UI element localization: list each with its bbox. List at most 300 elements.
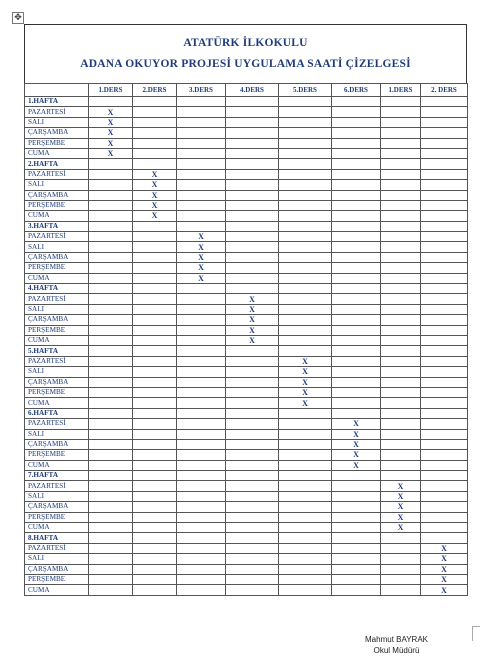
empty-cell — [332, 554, 381, 564]
empty-cell — [279, 263, 332, 273]
empty-cell — [421, 263, 468, 273]
empty-cell — [89, 398, 133, 408]
empty-cell — [279, 117, 332, 127]
lesson-mark: X — [107, 107, 114, 117]
day-row — [25, 304, 468, 314]
day-row — [25, 252, 468, 262]
day-row — [25, 190, 468, 200]
empty-cell — [177, 512, 226, 522]
lesson-mark-cell — [279, 387, 332, 397]
day-label: SALI — [25, 117, 89, 127]
empty-cell — [332, 564, 381, 574]
empty-cell — [226, 159, 279, 169]
empty-cell — [279, 97, 332, 107]
empty-cell — [381, 242, 421, 252]
lesson-mark: X — [353, 429, 359, 439]
lesson-mark: X — [397, 481, 404, 491]
empty-cell — [421, 138, 468, 148]
day-label: SALI — [25, 242, 89, 252]
lesson-mark-cell — [89, 148, 133, 158]
lesson-mark-cell — [226, 335, 279, 345]
empty-cell — [177, 148, 226, 158]
lesson-mark: X — [107, 138, 114, 148]
empty-cell — [381, 335, 421, 345]
table-move-handle[interactable]: ✥ — [12, 12, 24, 24]
empty-cell — [177, 346, 226, 356]
lesson-mark-cell — [421, 585, 468, 595]
empty-cell — [177, 335, 226, 345]
empty-cell — [89, 346, 133, 356]
day-row — [25, 367, 468, 377]
day-label: CUMA — [25, 460, 89, 470]
empty-cell — [226, 190, 279, 200]
empty-cell — [89, 554, 133, 564]
empty-cell — [421, 252, 468, 262]
empty-cell — [332, 346, 381, 356]
empty-cell — [89, 315, 133, 325]
empty-cell — [332, 315, 381, 325]
empty-cell — [332, 117, 381, 127]
empty-cell — [381, 284, 421, 294]
empty-cell — [381, 148, 421, 158]
schedule-table — [24, 83, 468, 596]
empty-cell — [381, 180, 421, 190]
empty-cell — [381, 387, 421, 397]
lesson-mark-cell — [279, 377, 332, 387]
lesson-mark-cell — [89, 128, 133, 138]
empty-cell — [421, 221, 468, 231]
day-label: PERŞEMBE — [25, 450, 89, 460]
empty-cell — [421, 346, 468, 356]
day-label: ÇARŞAMBA — [25, 564, 89, 574]
empty-cell — [226, 211, 279, 221]
empty-cell — [332, 252, 381, 262]
empty-cell — [332, 325, 381, 335]
empty-cell — [421, 387, 468, 397]
empty-cell — [279, 169, 332, 179]
day-row — [25, 325, 468, 335]
empty-cell — [226, 200, 279, 210]
day-row — [25, 523, 468, 533]
lesson-mark-cell — [177, 263, 226, 273]
empty-cell — [381, 533, 421, 543]
lesson-mark: X — [441, 554, 447, 564]
empty-cell — [332, 398, 381, 408]
principal-title: Okul Müdürü — [373, 646, 420, 655]
empty-cell — [133, 408, 177, 418]
empty-cell — [226, 180, 279, 190]
empty-cell — [89, 429, 133, 439]
empty-cell — [381, 471, 421, 481]
empty-cell — [332, 377, 381, 387]
lesson-mark: X — [198, 273, 204, 283]
empty-cell — [133, 377, 177, 387]
lesson-mark: X — [151, 190, 158, 200]
empty-cell — [89, 284, 133, 294]
empty-cell — [332, 574, 381, 584]
empty-cell — [421, 533, 468, 543]
week-row — [25, 408, 468, 418]
day-row — [25, 512, 468, 522]
lesson-mark: X — [302, 388, 308, 398]
empty-cell — [332, 169, 381, 179]
empty-cell — [226, 242, 279, 252]
empty-cell — [381, 200, 421, 210]
empty-cell — [421, 211, 468, 221]
empty-cell — [381, 564, 421, 574]
week-label: 7.HAFTA — [25, 471, 89, 481]
empty-cell — [332, 523, 381, 533]
empty-cell — [381, 315, 421, 325]
empty-cell — [133, 232, 177, 242]
empty-cell — [177, 564, 226, 574]
empty-cell — [279, 419, 332, 429]
empty-cell — [381, 138, 421, 148]
schedule-title: ADANA OKUYOR PROJESİ UYGULAMA SAATİ ÇİZELGESİ — [80, 58, 411, 70]
day-label: SALI — [25, 367, 89, 377]
lesson-mark: X — [302, 398, 308, 408]
empty-cell — [279, 554, 332, 564]
empty-cell — [279, 315, 332, 325]
empty-cell — [177, 491, 226, 501]
column-header: 4.DERS — [226, 84, 279, 97]
empty-cell — [89, 450, 133, 460]
day-row — [25, 117, 468, 127]
empty-cell — [177, 315, 226, 325]
day-row — [25, 502, 468, 512]
column-header: 1.DERS — [381, 84, 421, 97]
empty-cell — [133, 439, 177, 449]
empty-cell — [421, 450, 468, 460]
lesson-mark-cell — [279, 356, 332, 366]
lesson-mark: X — [249, 315, 255, 325]
empty-cell — [89, 232, 133, 242]
lesson-mark-cell — [421, 554, 468, 564]
empty-cell — [133, 523, 177, 533]
empty-cell — [177, 408, 226, 418]
empty-cell — [133, 367, 177, 377]
day-row — [25, 273, 468, 283]
empty-cell — [133, 533, 177, 543]
day-label: CUMA — [25, 335, 89, 345]
empty-cell — [89, 335, 133, 345]
empty-cell — [177, 304, 226, 314]
empty-cell — [332, 159, 381, 169]
empty-cell — [279, 107, 332, 117]
lesson-mark-cell — [89, 138, 133, 148]
lesson-mark: X — [397, 523, 404, 533]
lesson-mark: X — [249, 325, 255, 335]
day-label: CUMA — [25, 585, 89, 595]
column-header: 5.DERS — [279, 84, 332, 97]
empty-cell — [332, 263, 381, 273]
empty-cell — [226, 491, 279, 501]
day-row — [25, 377, 468, 387]
empty-cell — [421, 481, 468, 491]
empty-cell — [381, 367, 421, 377]
day-row — [25, 387, 468, 397]
empty-cell — [226, 512, 279, 522]
empty-cell — [133, 117, 177, 127]
empty-cell — [226, 533, 279, 543]
empty-cell — [133, 543, 177, 553]
empty-cell — [279, 232, 332, 242]
empty-cell — [89, 273, 133, 283]
empty-cell — [89, 419, 133, 429]
empty-cell — [381, 543, 421, 553]
empty-cell — [177, 429, 226, 439]
day-row — [25, 585, 468, 595]
empty-cell — [133, 252, 177, 262]
empty-cell — [279, 543, 332, 553]
empty-cell — [177, 169, 226, 179]
empty-cell — [381, 211, 421, 221]
empty-cell — [332, 97, 381, 107]
day-label: SALI — [25, 491, 89, 501]
empty-cell — [133, 356, 177, 366]
empty-cell — [332, 107, 381, 117]
day-label: PERŞEMBE — [25, 200, 89, 210]
empty-cell — [279, 148, 332, 158]
empty-cell — [279, 408, 332, 418]
empty-cell — [381, 429, 421, 439]
day-row — [25, 148, 468, 158]
empty-cell — [89, 180, 133, 190]
empty-cell — [133, 284, 177, 294]
lesson-mark: X — [151, 169, 158, 179]
empty-cell — [133, 574, 177, 584]
empty-cell — [177, 419, 226, 429]
empty-cell — [177, 481, 226, 491]
day-row — [25, 138, 468, 148]
empty-cell — [421, 460, 468, 470]
empty-cell — [133, 97, 177, 107]
empty-cell — [133, 325, 177, 335]
day-label: CUMA — [25, 211, 89, 221]
empty-cell — [226, 377, 279, 387]
empty-cell — [381, 346, 421, 356]
empty-cell — [421, 398, 468, 408]
empty-cell — [133, 107, 177, 117]
day-label: PAZARTESİ — [25, 419, 89, 429]
empty-cell — [226, 481, 279, 491]
page-corner-marker — [472, 626, 480, 641]
lesson-mark: X — [249, 305, 255, 314]
empty-cell — [381, 304, 421, 314]
empty-cell — [89, 221, 133, 231]
empty-cell — [332, 387, 381, 397]
empty-cell — [332, 180, 381, 190]
empty-cell — [177, 533, 226, 543]
lesson-mark-cell — [332, 429, 381, 439]
empty-cell — [89, 460, 133, 470]
empty-cell — [89, 387, 133, 397]
empty-cell — [226, 169, 279, 179]
day-row — [25, 419, 468, 429]
empty-cell — [89, 574, 133, 584]
lesson-mark-cell — [381, 481, 421, 491]
empty-cell — [133, 263, 177, 273]
empty-cell — [381, 574, 421, 584]
empty-cell — [177, 523, 226, 533]
empty-cell — [89, 211, 133, 221]
empty-cell — [177, 398, 226, 408]
empty-cell — [133, 346, 177, 356]
empty-cell — [421, 408, 468, 418]
empty-cell — [177, 356, 226, 366]
empty-cell — [177, 554, 226, 564]
empty-cell — [133, 148, 177, 158]
empty-cell — [332, 284, 381, 294]
empty-cell — [381, 117, 421, 127]
empty-cell — [226, 554, 279, 564]
lesson-mark-cell — [177, 273, 226, 283]
empty-cell — [381, 169, 421, 179]
day-row — [25, 398, 468, 408]
empty-cell — [279, 523, 332, 533]
empty-cell — [89, 242, 133, 252]
empty-cell — [279, 304, 332, 314]
day-label: SALI — [25, 304, 89, 314]
day-label: PERŞEMBE — [25, 512, 89, 522]
empty-cell — [133, 554, 177, 564]
empty-cell — [279, 439, 332, 449]
empty-cell — [226, 574, 279, 584]
lesson-mark-cell — [133, 200, 177, 210]
empty-cell — [279, 242, 332, 252]
empty-cell — [279, 450, 332, 460]
day-label: SALI — [25, 180, 89, 190]
empty-cell — [279, 190, 332, 200]
principal-name: Mahmut BAYRAK — [365, 635, 428, 644]
day-row — [25, 460, 468, 470]
lesson-mark-cell — [421, 564, 468, 574]
empty-cell — [332, 128, 381, 138]
day-row — [25, 564, 468, 574]
empty-cell — [89, 169, 133, 179]
lesson-mark-cell — [332, 450, 381, 460]
week-row — [25, 471, 468, 481]
day-label: PERŞEMBE — [25, 138, 89, 148]
empty-cell — [381, 356, 421, 366]
empty-cell — [332, 232, 381, 242]
empty-cell — [133, 387, 177, 397]
empty-cell — [133, 221, 177, 231]
empty-cell — [89, 523, 133, 533]
day-row — [25, 491, 468, 501]
empty-cell — [177, 377, 226, 387]
empty-cell — [421, 107, 468, 117]
empty-cell — [177, 284, 226, 294]
lesson-mark-cell — [133, 180, 177, 190]
empty-cell — [381, 128, 421, 138]
empty-cell — [332, 211, 381, 221]
empty-cell — [381, 263, 421, 273]
empty-cell — [226, 398, 279, 408]
day-label: PERŞEMBE — [25, 574, 89, 584]
empty-cell — [381, 439, 421, 449]
day-row — [25, 107, 468, 117]
empty-cell — [89, 325, 133, 335]
empty-cell — [226, 117, 279, 127]
empty-cell — [226, 429, 279, 439]
empty-cell — [177, 190, 226, 200]
empty-cell — [89, 408, 133, 418]
empty-cell — [332, 221, 381, 231]
empty-cell — [279, 502, 332, 512]
lesson-mark-cell — [381, 523, 421, 533]
empty-cell — [89, 367, 133, 377]
empty-cell — [89, 294, 133, 304]
day-row — [25, 169, 468, 179]
week-row — [25, 97, 468, 107]
empty-cell — [421, 512, 468, 522]
day-row — [25, 439, 468, 449]
empty-cell — [133, 294, 177, 304]
day-row — [25, 429, 468, 439]
empty-cell — [226, 232, 279, 242]
empty-cell — [177, 387, 226, 397]
empty-cell — [177, 159, 226, 169]
empty-cell — [177, 543, 226, 553]
lesson-mark-cell — [421, 543, 468, 553]
lesson-mark: X — [151, 180, 158, 190]
week-row — [25, 284, 468, 294]
week-label: 4.HAFTA — [25, 284, 89, 294]
empty-cell — [381, 325, 421, 335]
empty-cell — [279, 180, 332, 190]
empty-cell — [177, 325, 226, 335]
empty-cell — [332, 138, 381, 148]
lesson-mark: X — [441, 543, 447, 553]
empty-cell — [381, 554, 421, 564]
empty-cell — [381, 419, 421, 429]
empty-cell — [226, 252, 279, 262]
lesson-mark-cell — [226, 315, 279, 325]
empty-cell — [381, 408, 421, 418]
corner-cell — [25, 84, 89, 97]
empty-cell — [133, 502, 177, 512]
empty-cell — [89, 585, 133, 595]
empty-cell — [279, 273, 332, 283]
empty-cell — [226, 502, 279, 512]
lesson-mark: X — [397, 502, 404, 512]
empty-cell — [332, 273, 381, 283]
empty-cell — [332, 491, 381, 501]
empty-cell — [226, 585, 279, 595]
lesson-mark: X — [198, 232, 204, 242]
empty-cell — [421, 439, 468, 449]
lesson-mark: X — [397, 512, 404, 522]
day-row — [25, 232, 468, 242]
empty-cell — [89, 564, 133, 574]
empty-cell — [421, 180, 468, 190]
week-label: 2.HAFTA — [25, 159, 89, 169]
day-label: ÇARŞAMBA — [25, 502, 89, 512]
empty-cell — [279, 512, 332, 522]
empty-cell — [421, 284, 468, 294]
empty-cell — [332, 408, 381, 418]
day-label: ÇARŞAMBA — [25, 252, 89, 262]
day-label: ÇARŞAMBA — [25, 190, 89, 200]
lesson-mark: X — [249, 294, 255, 304]
empty-cell — [177, 585, 226, 595]
empty-cell — [177, 97, 226, 107]
empty-cell — [177, 439, 226, 449]
lesson-mark-cell — [177, 242, 226, 252]
empty-cell — [421, 523, 468, 533]
day-row — [25, 263, 468, 273]
